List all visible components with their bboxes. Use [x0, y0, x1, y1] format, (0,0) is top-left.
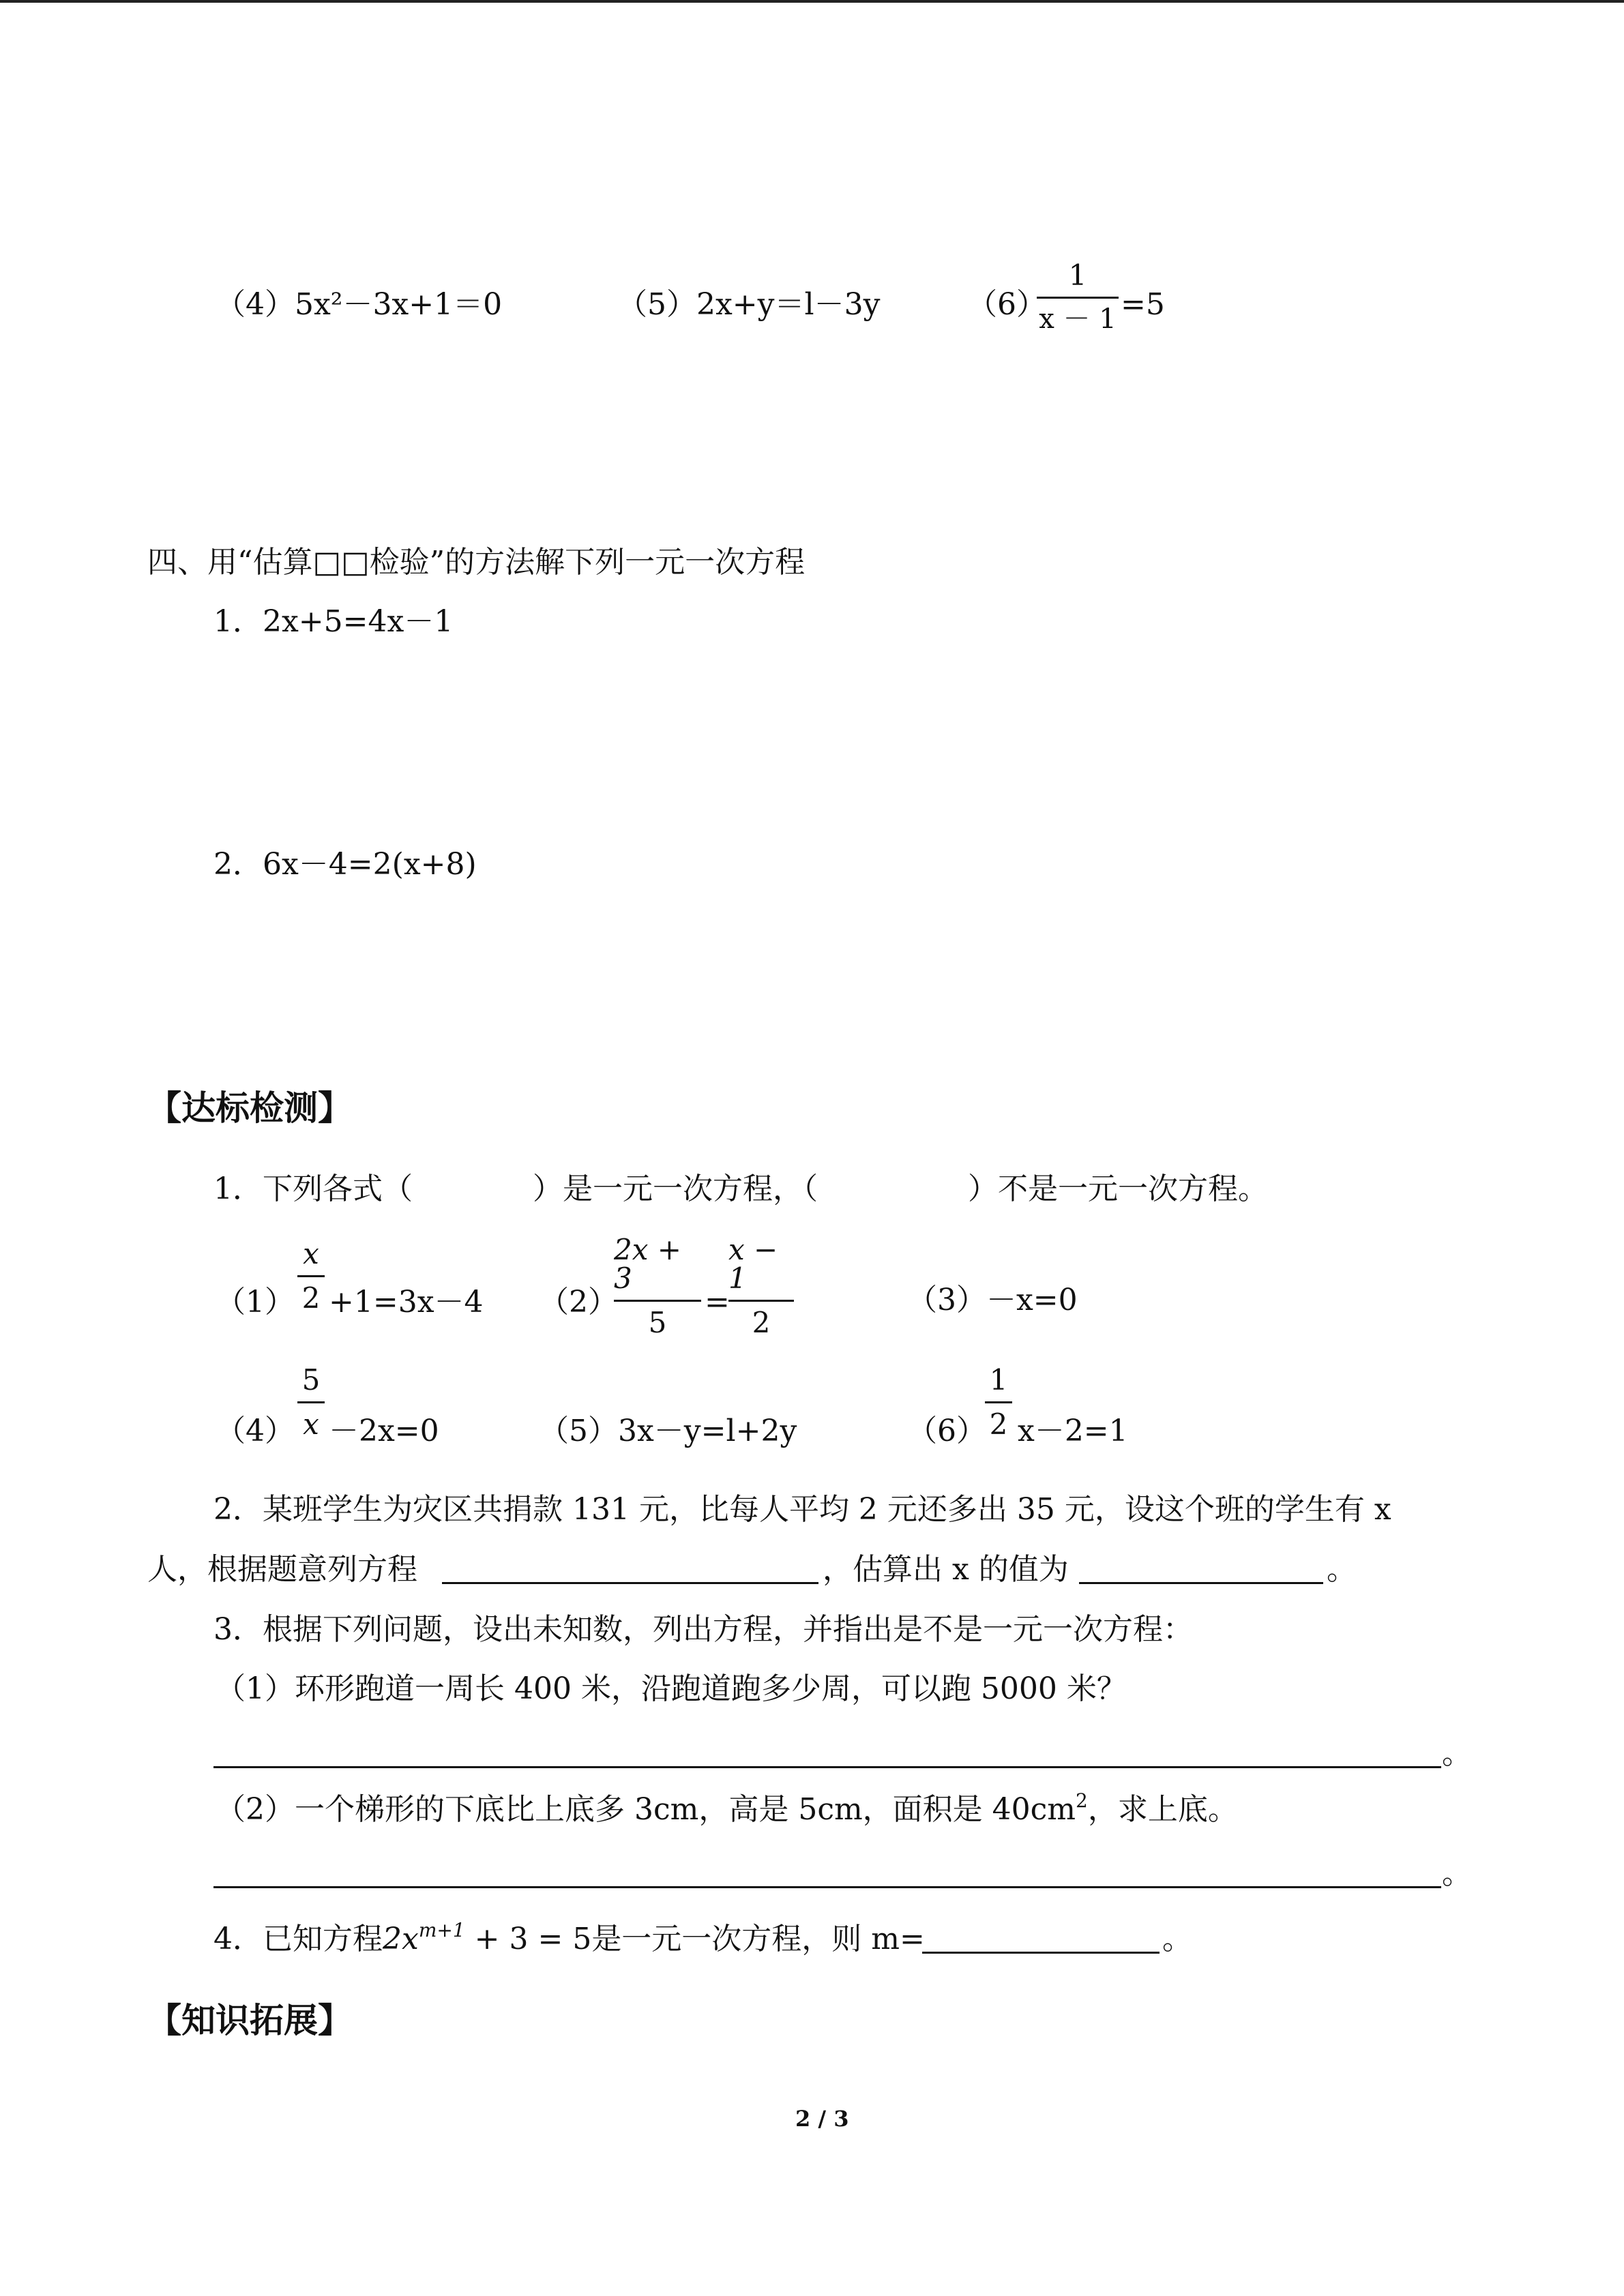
dabiao-question-4: [213, 1919, 925, 1956]
fraction-option-2-right: [728, 1233, 794, 1339]
top-border: [0, 0, 1624, 3]
equation-item-6-rest: =5: [1121, 287, 1165, 322]
fraction-option-1: [297, 1237, 325, 1315]
fraction-denominator: 2: [989, 1407, 1008, 1441]
question-4-text-b: 是一元一次方程，则 m=: [591, 1922, 925, 1956]
option-5: （5）3x－y=l+2y: [539, 1414, 797, 1448]
dabiao-question-2-line-2b: ，估算出 x 的值为: [823, 1552, 1069, 1587]
fraction-denominator: x － 1: [1039, 303, 1117, 335]
question-4-math-base: 2x: [383, 1922, 419, 1956]
section-4-question-1: 1．2x+5=4x－1: [213, 604, 454, 639]
option-6-rest: x－2=1: [1018, 1414, 1128, 1448]
option-4-label: （4）: [216, 1414, 295, 1448]
fraction-denominator: 2: [752, 1306, 771, 1339]
question-3-sub-2-text-b: ，求上底。: [1087, 1792, 1238, 1827]
option-1-rest: +1=3x－4: [329, 1285, 484, 1320]
option-4-rest: －2x=0: [329, 1414, 439, 1448]
fraction-numerator: 5: [301, 1363, 321, 1397]
fraction-denominator: 5: [648, 1306, 667, 1339]
question-4-math-rest: + 3 = 5: [464, 1922, 592, 1956]
question-4-math-exponent: m+1: [418, 1919, 465, 1941]
equation-item-6-label: （6）: [967, 287, 1046, 322]
fraction-option-2-left: [614, 1233, 701, 1339]
fraction-numerator: x − 1: [728, 1233, 778, 1295]
fraction-item-6: [1037, 258, 1119, 335]
dabiao-question-2-line-2a: 人，根据题意列方程: [147, 1552, 417, 1587]
fraction-numerator: 2x + 3: [614, 1233, 681, 1295]
dabiao-question-3: 3．根据下列问题，设出未知数，列出方程，并指出是不是一元一次方程：: [213, 1612, 1193, 1647]
question-3-sub-2-end: 。: [1442, 1856, 1472, 1891]
fraction-numerator: 1: [989, 1363, 1008, 1397]
fraction-option-6: [985, 1363, 1012, 1441]
superscript-2: 2: [1076, 1789, 1088, 1812]
option-2-equals: =: [705, 1285, 730, 1320]
page-number: 2 / 3: [795, 2106, 849, 2132]
dabiao-question-2-end: 。: [1327, 1552, 1357, 1587]
heading-dabiao: 【达标检测】: [147, 1088, 352, 1128]
dabiao-question-2-line-1: 2．某班学生为灾区共捐款 131 元，比每人平均 2 元还多出 35 元，设这个班的学生有 x: [213, 1492, 1391, 1527]
option-2-label: （2）: [539, 1285, 618, 1320]
question-4-end: 。: [1162, 1922, 1192, 1956]
question-3-sub-1: （1）环形跑道一周长 400 米，沿跑道跑多少周，可以跑 5000 米？: [216, 1671, 1127, 1706]
fraction-denominator: x: [303, 1407, 319, 1441]
option-6-label: （6）: [907, 1414, 986, 1448]
answer-blank-m[interactable]: [922, 1952, 1160, 1954]
heading-zhishi: 【知识拓展】: [147, 2000, 352, 2040]
section-4-question-2: 2．6x－4=2(x+8): [213, 847, 477, 882]
fraction-numerator: x: [303, 1237, 319, 1270]
question-3-sub-1-end: 。: [1442, 1736, 1472, 1771]
option-1-label: （1）: [216, 1285, 295, 1320]
answer-line-sub-1[interactable]: [213, 1766, 1441, 1768]
section-4-title: 四、用“估算□□检验”的方法解下列一元一次方程: [147, 545, 806, 580]
answer-blank-equation[interactable]: [442, 1582, 818, 1584]
question-3-sub-2: [216, 1789, 1238, 1827]
question-3-sub-2-text-a: （2）一个梯形的下底比上底多 3cm，高是 5cm，面积是 40cm: [216, 1792, 1076, 1827]
answer-blank-estimate[interactable]: [1079, 1582, 1323, 1584]
fraction-numerator: 1: [1068, 258, 1087, 292]
fraction-denominator: 2: [301, 1281, 321, 1315]
option-3: （3）－x=0: [907, 1283, 1078, 1317]
question-4-text-a: 4．已知方程: [213, 1922, 383, 1956]
equation-item-5: （5）2x+y＝l－3y: [617, 287, 881, 322]
equation-item-4: （4）5x²－3x+1＝0: [216, 287, 503, 322]
answer-line-sub-2[interactable]: [213, 1886, 1441, 1888]
fraction-option-4: [297, 1363, 325, 1441]
dabiao-question-1: 1．下列各式（ ）是一元一次方程，（ ）不是一元一次方程。: [213, 1172, 1268, 1206]
